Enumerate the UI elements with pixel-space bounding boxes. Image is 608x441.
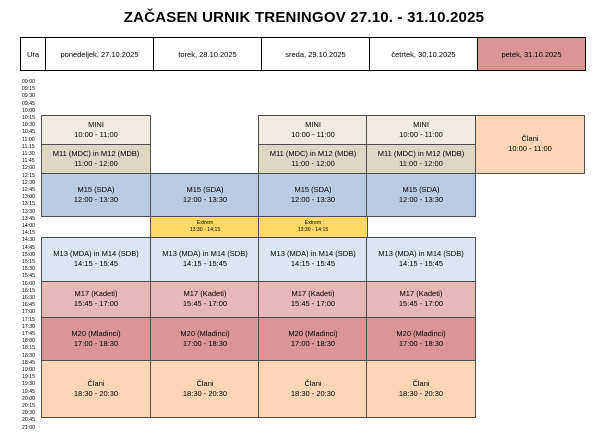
time-label: 13:00 xyxy=(22,194,35,201)
training-time: 12:00 - 13:30 xyxy=(73,194,119,204)
training-block xyxy=(475,115,585,174)
training-time: 14:15 - 15:45 xyxy=(398,259,444,269)
training-block xyxy=(258,281,368,318)
time-label: 16:00 xyxy=(22,280,35,287)
time-label: 17:00 xyxy=(22,309,35,316)
training-name: M17 (Kadeti) xyxy=(74,289,118,299)
training-name: Člani xyxy=(87,379,105,389)
training-block xyxy=(41,115,151,145)
training-name: M17 (Kadeti) xyxy=(183,289,227,299)
training-block xyxy=(366,237,476,281)
time-label: 12:30 xyxy=(22,179,35,186)
training-name: Člani xyxy=(304,379,322,389)
time-label: 09:00 xyxy=(22,79,35,85)
training-name: MINI xyxy=(413,119,429,129)
time-label: 17:30 xyxy=(22,323,35,330)
time-label: 09:45 xyxy=(22,100,35,107)
time-label: 18:15 xyxy=(22,345,35,352)
time-label: 14:30 xyxy=(22,237,35,244)
training-time: 18:30 - 20:30 xyxy=(182,389,228,399)
time-label: 11:00 xyxy=(22,136,35,143)
training-name: M17 (Kadeti) xyxy=(291,289,335,299)
training-time: 13:30 - 14:15 xyxy=(189,227,221,234)
training-name: Extrem xyxy=(304,220,322,227)
training-time: 10:00 - 11:00 xyxy=(399,129,443,139)
training-block xyxy=(150,216,260,239)
time-label: 19:30 xyxy=(22,381,35,388)
training-block xyxy=(258,115,368,145)
training-name: M20 (Mladinci) xyxy=(288,328,338,338)
training-block xyxy=(150,360,260,419)
training-time: 10:00 - 11:00 xyxy=(508,144,552,154)
training-time: 15:45 - 17:00 xyxy=(73,299,119,309)
training-name: M13 (MDA) in M14 (SDB) xyxy=(53,249,139,259)
time-label: 14:00 xyxy=(22,223,35,229)
time-label: 15:00 xyxy=(22,251,35,258)
training-time: 17:00 - 18:30 xyxy=(73,338,119,348)
training-block xyxy=(258,360,368,419)
training-time: 10:00 - 11:00 xyxy=(74,129,118,139)
time-label: 19:15 xyxy=(22,374,35,381)
time-label: 13:30 xyxy=(22,208,35,215)
training-time: 13:30 - 14:15 xyxy=(297,227,329,234)
time-label: 17:45 xyxy=(22,331,35,337)
time-label: 11:15 xyxy=(22,143,35,150)
training-block xyxy=(150,173,260,217)
training-name: M13 (MDA) in M14 (SDB) xyxy=(162,249,248,259)
time-label: 15:45 xyxy=(22,273,35,280)
time-label: 13:45 xyxy=(22,215,35,222)
training-block xyxy=(366,144,476,174)
training-time: 15:45 - 17:00 xyxy=(182,299,228,309)
training-time: 12:00 - 13:30 xyxy=(398,194,444,204)
page-title: ZAČASEN URNIK TRENINGOV 27.10. - 31.10.2025 xyxy=(123,9,485,26)
training-name: Extrem xyxy=(196,220,214,227)
training-time: 11:00 - 12:00 xyxy=(399,158,443,168)
training-time: 11:00 - 12:00 xyxy=(291,158,335,168)
time-label: 16:15 xyxy=(22,287,35,294)
training-name: M20 (Mladinci) xyxy=(71,328,121,338)
training-name: M15 (SDA) xyxy=(402,184,440,194)
header-day-wednesday: sreda, 29.10.2025 xyxy=(261,37,370,71)
header-day-tuesday: torek, 28.10.2025 xyxy=(153,37,262,71)
training-name: M13 (MDA) in M14 (SDB) xyxy=(270,249,356,259)
training-time: 18:30 - 20:30 xyxy=(73,389,119,399)
time-label: 10:45 xyxy=(22,129,35,136)
training-block xyxy=(366,173,476,217)
training-name: Člani xyxy=(521,134,539,144)
training-time: 18:30 - 20:30 xyxy=(290,389,336,399)
training-block xyxy=(150,237,260,281)
training-name: M15 (SDA) xyxy=(77,184,115,194)
training-block xyxy=(366,115,476,145)
training-time: 14:15 - 15:45 xyxy=(182,259,228,269)
time-label: 20:30 xyxy=(22,410,35,417)
training-block xyxy=(150,317,260,361)
time-label: 21:00 xyxy=(22,424,35,431)
time-label: 11:30 xyxy=(22,151,35,157)
training-name: M13 (MDA) in M14 (SDB) xyxy=(378,249,464,259)
training-time: 15:45 - 17:00 xyxy=(398,299,444,309)
time-label: 11:45 xyxy=(22,158,35,165)
time-label: 12:15 xyxy=(22,172,35,179)
training-block xyxy=(258,216,368,239)
time-label: 14:45 xyxy=(22,244,35,251)
training-name: M11 (MDC) in M12 (MDB) xyxy=(52,148,140,158)
training-block xyxy=(258,317,368,361)
training-block xyxy=(366,360,476,419)
training-block xyxy=(258,173,368,217)
time-label: 20:00 xyxy=(22,395,35,402)
time-label: 20:15 xyxy=(22,403,35,409)
training-block xyxy=(258,237,368,281)
training-block xyxy=(41,237,151,281)
time-label: 19:45 xyxy=(22,388,35,395)
training-time: 12:00 - 13:30 xyxy=(290,194,336,204)
training-name: M15 (SDA) xyxy=(186,184,224,194)
time-label: 10:00 xyxy=(22,107,35,114)
training-name: Člani xyxy=(196,379,214,389)
training-block xyxy=(41,360,151,419)
header-day-thursday: četrtek, 30.10.2025 xyxy=(369,37,478,71)
training-time: 17:00 - 18:30 xyxy=(182,338,228,348)
time-label: 12:45 xyxy=(22,187,35,193)
training-block xyxy=(366,281,476,318)
training-block xyxy=(258,144,368,174)
time-label: 20:45 xyxy=(22,417,35,424)
time-label: 12:00 xyxy=(22,165,35,172)
time-label: 16:30 xyxy=(22,295,35,301)
time-label: 09:15 xyxy=(22,86,35,93)
training-name: M11 (MDC) in M12 (MDB) xyxy=(269,148,357,158)
training-block xyxy=(41,144,151,174)
training-name: M20 (Mladinci) xyxy=(396,328,446,338)
header-ura: Ura xyxy=(20,37,46,71)
training-name: M17 (Kadeti) xyxy=(399,289,443,299)
training-time: 12:00 - 13:30 xyxy=(182,194,228,204)
time-label: 15:30 xyxy=(22,266,35,273)
time-label: 16:45 xyxy=(22,302,35,309)
training-time: 11:00 - 12:00 xyxy=(74,158,118,168)
training-time: 15:45 - 17:00 xyxy=(290,299,336,309)
time-label: 14:15 xyxy=(22,230,35,237)
time-label: 18:45 xyxy=(22,359,35,366)
training-name: MINI xyxy=(305,119,321,129)
time-label: 19:00 xyxy=(22,367,35,373)
header-day-friday: petek, 31.10.2025 xyxy=(477,37,586,71)
time-label: 09:30 xyxy=(22,93,35,100)
training-name: M15 (SDA) xyxy=(294,184,332,194)
training-time: 10:00 - 11:00 xyxy=(291,129,335,139)
training-block xyxy=(41,173,151,217)
time-label: 18:30 xyxy=(22,352,35,359)
training-time: 14:15 - 15:45 xyxy=(73,259,119,269)
training-name: MINI xyxy=(88,119,104,129)
training-time: 17:00 - 18:30 xyxy=(398,338,444,348)
training-block xyxy=(366,317,476,361)
time-label: 15:15 xyxy=(22,259,35,265)
time-label: 10:30 xyxy=(22,122,35,129)
time-label: 10:15 xyxy=(22,115,35,121)
training-block xyxy=(41,281,151,318)
training-time: 18:30 - 20:30 xyxy=(398,389,444,399)
time-label: 17:15 xyxy=(22,316,35,323)
header-day-monday: ponedeljek, 27.10.2025 xyxy=(45,37,154,71)
training-name: M20 (Mladinci) xyxy=(180,328,230,338)
training-time: 17:00 - 18:30 xyxy=(290,338,336,348)
training-time: 14:15 - 15:45 xyxy=(290,259,336,269)
time-label: 18:00 xyxy=(22,338,35,345)
time-label: 13:15 xyxy=(22,201,35,208)
training-block xyxy=(150,281,260,318)
training-block xyxy=(41,317,151,361)
training-name: M11 (MDC) in M12 (MDB) xyxy=(377,148,465,158)
training-name: Člani xyxy=(412,379,430,389)
